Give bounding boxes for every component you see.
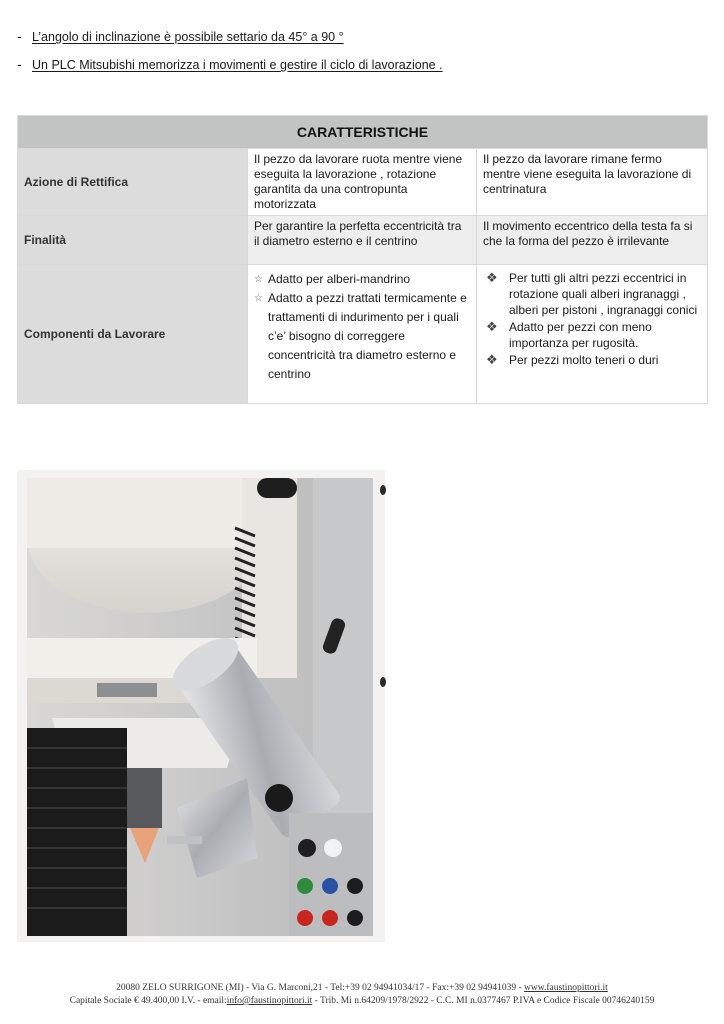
list-item bbox=[483, 352, 701, 368]
list-item bbox=[254, 289, 470, 384]
footer-legal bbox=[0, 996, 724, 1006]
bullet-plc bbox=[17, 55, 707, 83]
list-item-text: Per pezzi molto teneri o duri bbox=[509, 353, 659, 367]
row-label: Finalità bbox=[18, 216, 248, 265]
table-row bbox=[18, 149, 708, 216]
characteristics-table bbox=[17, 115, 708, 404]
table-cell: Il movimento eccentrico della testa fa si che la forma del pezzo è irrilevante bbox=[477, 216, 708, 265]
footer-legal-text: - Trib. Mi n.64209/1978/2922 - C.C. MI n.0377467 P.IVA e Codice Fiscale 00746240159 bbox=[312, 996, 655, 1006]
list-item-text: Adatto per pezzi con meno importanza per rugosità. bbox=[509, 320, 652, 350]
list-item-text: Per tutti gli altri pezzi eccentrici in rotazione quali alberi ingranaggi , alberi per pistoni , ingranaggi conici bbox=[509, 271, 698, 317]
page-dot bbox=[380, 485, 386, 495]
bullet-text: Un PLC Mitsubishi memorizza i movimenti e gestire il ciclo di lavorazione . bbox=[32, 58, 443, 72]
bullet-dash: - bbox=[17, 28, 22, 44]
table-cell: Il pezzo da lavorare ruota mentre viene eseguita la lavorazione , rotazione garantita da una contropunta motorizzata bbox=[248, 149, 477, 216]
bullet-inclination bbox=[17, 27, 707, 55]
table-cell: Il pezzo da lavorare rimane fermo mentre viene eseguita la lavorazione di centrinatura bbox=[477, 149, 708, 216]
star-bullet-icon: ☆ bbox=[254, 274, 263, 285]
footer-address bbox=[0, 983, 724, 993]
list-item bbox=[254, 270, 470, 289]
list-item-text: Adatto a pezzi trattati termicamente e trattamenti di indurimento per i quali c’e’ bisogno di correggere concentricità tra diametro esterno e centrino bbox=[268, 291, 467, 381]
list-item bbox=[483, 270, 701, 318]
grinding-head-image bbox=[27, 478, 373, 936]
table-cell bbox=[248, 265, 477, 404]
list-item bbox=[483, 319, 701, 351]
table-title: CARATTERISTICHE bbox=[18, 116, 708, 149]
row-label: Componenti da Lavorare bbox=[18, 265, 248, 404]
list-item-text: Adatto per alberi-mandrino bbox=[268, 272, 411, 286]
diamond-bullet-icon: ❖ bbox=[486, 352, 498, 367]
bullet-dash: - bbox=[17, 56, 22, 72]
intro-bullets bbox=[17, 27, 707, 83]
table-cell: Per garantire la perfetta eccentricità tra il diametro esterno e il centrino bbox=[248, 216, 477, 265]
diamond-bullet-icon: ❖ bbox=[486, 319, 498, 334]
email-link[interactable]: info@faustinopittori.it bbox=[226, 996, 313, 1006]
components-list-spindle bbox=[254, 270, 470, 384]
footer-capital-text: Capitale Sociale € 49.400,00 I.V. - email: bbox=[69, 996, 227, 1006]
star-bullet-icon: ☆ bbox=[254, 293, 263, 304]
page-dot bbox=[380, 677, 386, 687]
components-list-eccentric bbox=[483, 270, 701, 368]
row-label: Azione di Rettifica bbox=[18, 149, 248, 216]
machine-photo bbox=[17, 470, 385, 942]
bullet-text: L’angolo di inclinazione è possibile settario da 45° a 90 ° bbox=[32, 30, 344, 44]
table-row bbox=[18, 265, 708, 404]
diamond-bullet-icon: ❖ bbox=[486, 270, 498, 285]
footer-address-text: 20080 ZELO SURRIGONE (MI) - Via G. Marconi,21 - Tel:+39 02 94941034/17 - Fax:+39 02 94941039 - bbox=[116, 983, 524, 993]
website-link[interactable]: www.faustinopittori.it bbox=[524, 983, 608, 993]
table-cell bbox=[477, 265, 708, 404]
table-row bbox=[18, 216, 708, 265]
